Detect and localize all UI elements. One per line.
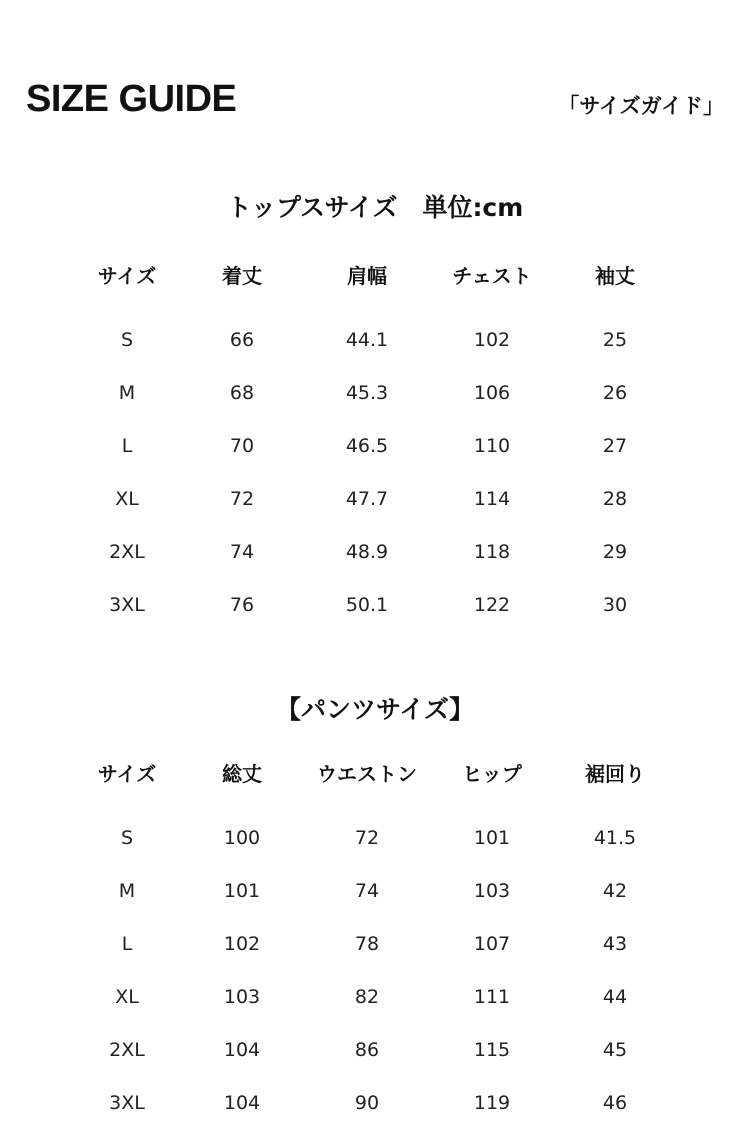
cell-length: 68 [229, 381, 255, 404]
cell-length: 66 [229, 328, 255, 351]
cell-chest: 118 [473, 540, 511, 563]
cell-hip: 107 [473, 932, 511, 955]
cell-hem: 42 [602, 879, 628, 902]
cell-size: M [118, 879, 136, 902]
cell-chest: 122 [473, 593, 511, 616]
cell-size: 2XL [109, 540, 145, 563]
table-row [72, 811, 678, 864]
table-row [72, 578, 678, 631]
column-header-size: サイズ [97, 264, 157, 288]
table-row [72, 1023, 678, 1076]
cell-size: XL [115, 985, 139, 1008]
table-header-row [72, 260, 678, 313]
column-header-shoulder: 肩幅 [347, 264, 387, 288]
table-row [72, 366, 678, 419]
cell-shoulder: 50.1 [345, 593, 389, 616]
cell-sleeve: 27 [602, 434, 628, 457]
cell-hip: 103 [473, 879, 511, 902]
cell-hem: 44 [602, 985, 628, 1008]
cell-size: L [121, 932, 133, 955]
page-header [0, 78, 750, 130]
cell-waist: 82 [354, 985, 380, 1008]
page-subtitle: 「サイズガイド」 [558, 94, 724, 118]
pants-section-title: 【パンツサイズ】 [275, 695, 474, 724]
column-header-length: 着丈 [222, 264, 262, 288]
table-row [72, 472, 678, 525]
cell-sleeve: 29 [602, 540, 628, 563]
cell-hip: 111 [473, 985, 511, 1008]
table-row [72, 864, 678, 917]
cell-size: 3XL [109, 1091, 145, 1114]
column-header-sleeve: 袖丈 [595, 264, 635, 288]
cell-sleeve: 28 [602, 487, 628, 510]
table-row [72, 970, 678, 1023]
cell-size: 3XL [109, 593, 145, 616]
cell-hem: 41.5 [593, 826, 637, 849]
cell-length: 72 [229, 487, 255, 510]
table-row [72, 917, 678, 970]
cell-waist: 72 [354, 826, 380, 849]
table-row [72, 1076, 678, 1129]
cell-waist: 74 [354, 879, 380, 902]
column-header-total-length: 総丈 [222, 762, 262, 786]
column-header-chest: チェスト [452, 264, 532, 288]
cell-waist: 86 [354, 1038, 380, 1061]
cell-hem: 45 [602, 1038, 628, 1061]
table-row [72, 525, 678, 578]
cell-shoulder: 48.9 [345, 540, 389, 563]
cell-size: S [120, 826, 134, 849]
cell-sleeve: 26 [602, 381, 628, 404]
cell-shoulder: 47.7 [345, 487, 389, 510]
cell-hip: 115 [473, 1038, 511, 1061]
cell-chest: 114 [473, 487, 511, 510]
cell-shoulder: 44.1 [345, 328, 389, 351]
tops-section-title: トップスサイズ 単位:cm [226, 193, 524, 222]
cell-chest: 106 [473, 381, 511, 404]
tops-size-table [72, 260, 678, 631]
cell-size: XL [115, 487, 139, 510]
cell-sleeve: 25 [602, 328, 628, 351]
cell-total-length: 101 [223, 879, 261, 902]
table-row [72, 313, 678, 366]
page-title: SIZE GUIDE [26, 78, 237, 120]
cell-size: M [118, 381, 136, 404]
cell-size: 2XL [109, 1038, 145, 1061]
cell-waist: 90 [354, 1091, 380, 1114]
cell-total-length: 103 [223, 985, 261, 1008]
cell-shoulder: 45.3 [345, 381, 389, 404]
cell-total-length: 104 [223, 1038, 261, 1061]
cell-chest: 102 [473, 328, 511, 351]
column-header-waist: ウエストン [317, 762, 417, 786]
cell-total-length: 104 [223, 1091, 261, 1114]
cell-size: S [120, 328, 134, 351]
cell-total-length: 100 [223, 826, 261, 849]
cell-length: 74 [229, 540, 255, 563]
cell-sleeve: 30 [602, 593, 628, 616]
cell-total-length: 102 [223, 932, 261, 955]
column-header-size: サイズ [97, 762, 157, 786]
cell-hip: 101 [473, 826, 511, 849]
column-header-hem: 裾回り [585, 762, 645, 786]
cell-hem: 43 [602, 932, 628, 955]
cell-waist: 78 [354, 932, 380, 955]
cell-shoulder: 46.5 [345, 434, 389, 457]
cell-hip: 119 [473, 1091, 511, 1114]
cell-length: 76 [229, 593, 255, 616]
cell-length: 70 [229, 434, 255, 457]
table-header-row [72, 758, 678, 811]
table-row [72, 419, 678, 472]
cell-size: L [121, 434, 133, 457]
cell-hem: 46 [602, 1091, 628, 1114]
cell-chest: 110 [473, 434, 511, 457]
pants-size-table [72, 758, 678, 1129]
column-header-hip: ヒップ [462, 762, 522, 786]
